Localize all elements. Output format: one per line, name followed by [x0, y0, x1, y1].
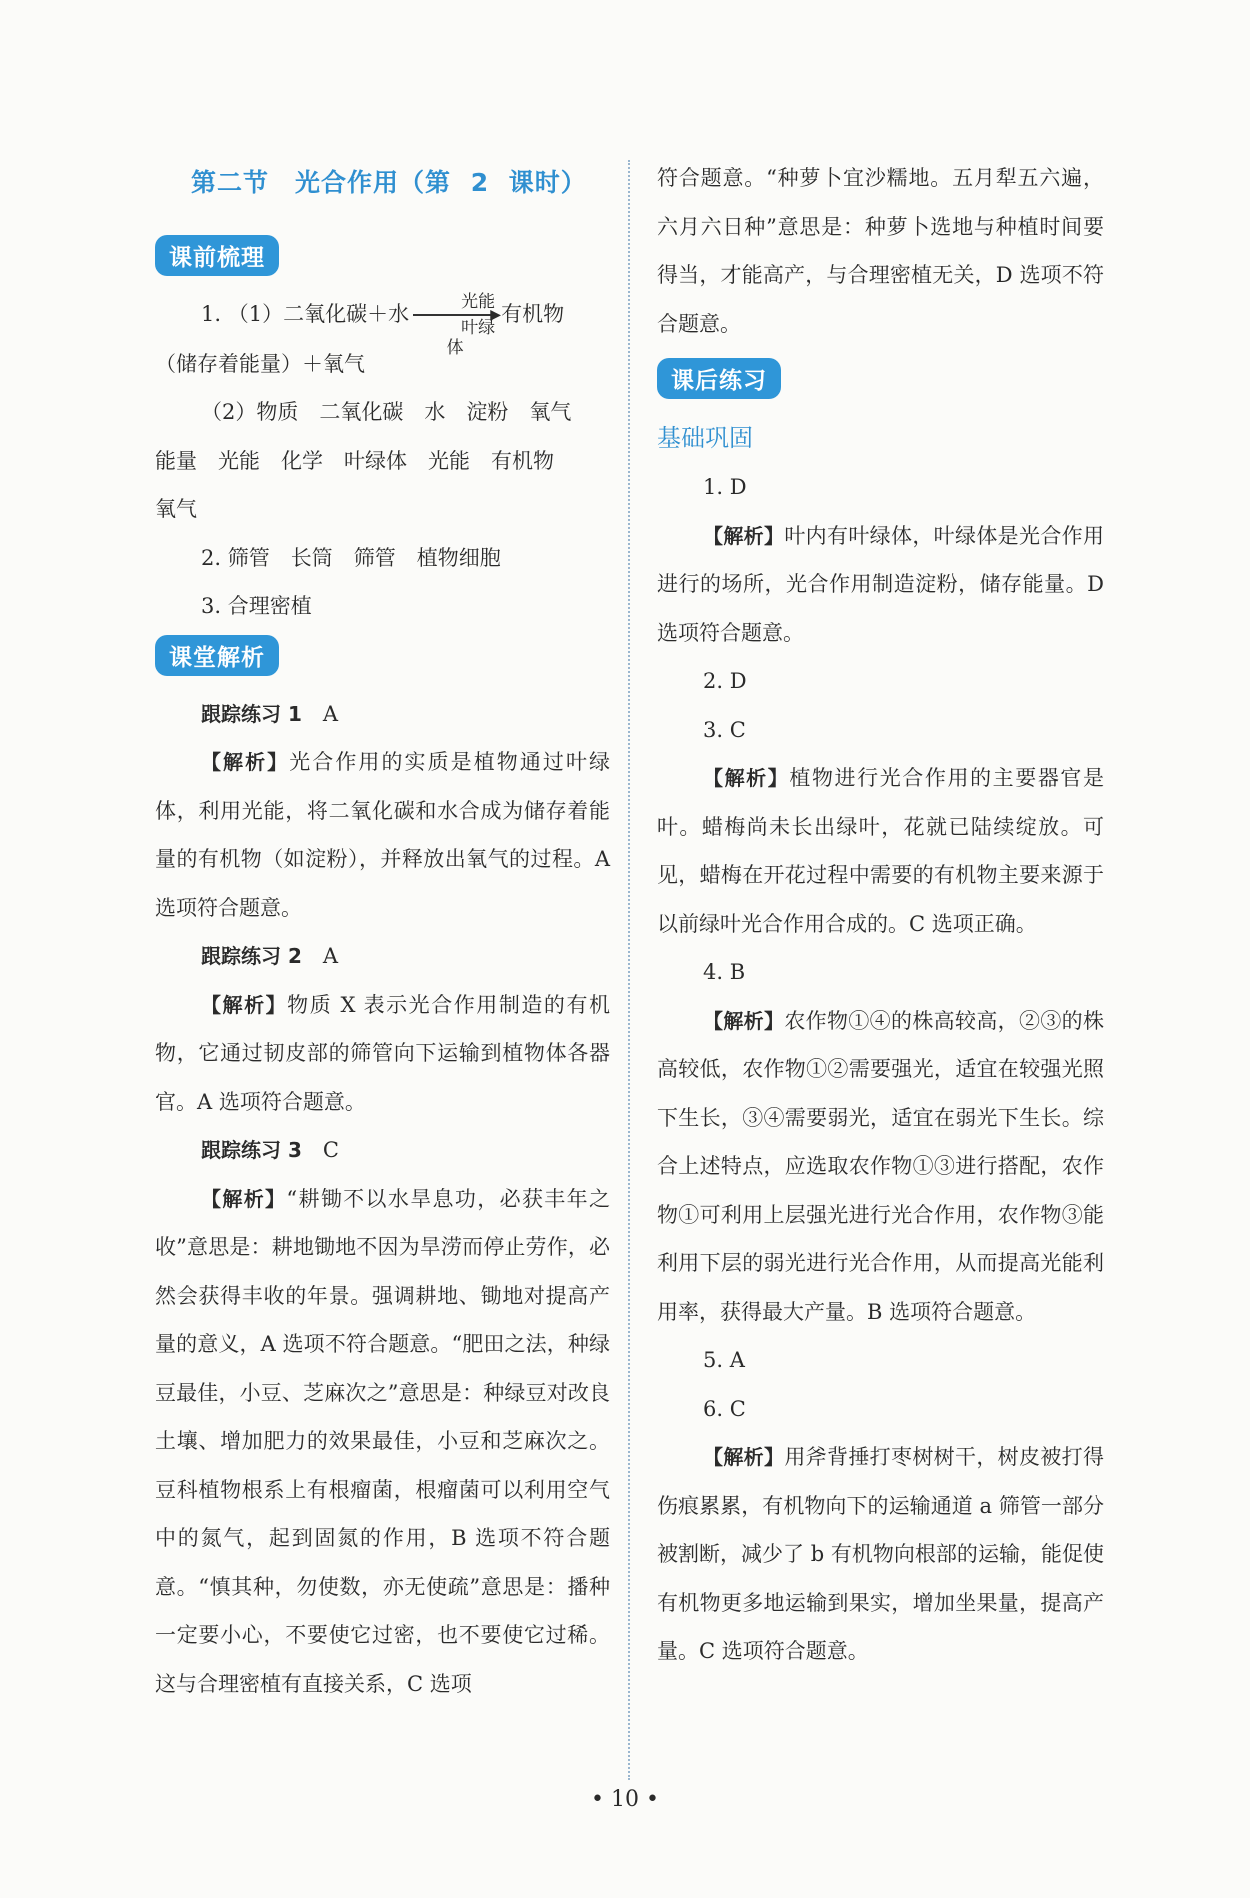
explain-tag: 【解析】 [703, 523, 785, 548]
q1-line2: （储存着能量）＋氧气 [155, 351, 365, 376]
track-3-explain [155, 1175, 610, 1709]
answer-3: 3. C [703, 717, 746, 742]
explain-tag: 【解析】 [201, 992, 288, 1017]
answer-6: 6. C [703, 1396, 746, 1421]
answer-5: 5. A [703, 1348, 745, 1372]
track-3-text: “耕锄不以水旱息功，必获丰年之收”意思是：耕地锄地不因为旱涝而停止劳作，必然会获得丰收的年景。强调耕地、锄地对提高产量的意义，A 选项不符合题意。“肥田之法，种绿豆最佳，小豆、芝麻次之”意思是：种绿豆对改良土壤、增加肥力的效果最佳，小豆和芝麻次之。豆科植物根系上有根瘤菌，根瘤菌可以利用空气中的氮气，起到固氮的作用，B 选项不符合题意。“慎其种，勿使数，亦无使疏”意思是：播种一定要小心，不要使它过密，也不要使它过稀。这与合理密植有直接关系，C 选项 [155, 1186, 610, 1696]
answer-4: 4. B [703, 960, 746, 984]
column-divider [628, 160, 630, 1780]
explain-tag: 【解析】 [201, 750, 290, 774]
track-1-text: 光合作用的实质是植物通过叶绿体，利用光能，将二氧化碳和水合成为储存着能量的有机物（如淀粉），并释放出氧气的过程。A 选项符合题意。 [155, 750, 611, 920]
track-1-answer: A [322, 701, 339, 726]
q1-2: （2）物质 二氧化碳 水 淀粉 氧气 [201, 400, 572, 424]
track-3-label: 跟踪练习 3 [201, 1138, 302, 1162]
page-number: • 10 • [591, 1787, 659, 1812]
q1-2b: 能量 光能 化学 叶绿体 光能 有机物 [155, 448, 554, 473]
track-1 [155, 690, 610, 739]
explain-tag: 【解析】 [703, 766, 790, 790]
explain-tag: 【解析】 [201, 1186, 287, 1211]
answer-1-text: 叶内有叶绿体，叶绿体是光合作用进行的场所，光合作用制造淀粉，储存能量。D 选项符合题意。 [657, 523, 1105, 645]
section-title: 第二节 光合作用（第 2 课时） [191, 168, 587, 197]
track-1-label: 跟踪练习 1 [201, 701, 302, 726]
answer-4-explain [657, 997, 1104, 1337]
track-1-explain [155, 738, 610, 932]
q1-suffix: 有机物 [501, 302, 565, 326]
q2: 2. 筛管 长筒 筛管 植物细胞 [201, 545, 501, 570]
answer-3-text: 植物进行光合作用的主要器官是叶。蜡梅尚未长出绿叶，花就已陆续绽放。可见，蜡梅在开花过程中需要的有机物主要来源于以前绿叶光合作用合成的。C 选项正确。 [657, 766, 1105, 936]
answer-3-explain [657, 754, 1104, 948]
explain-tag: 【解析】 [703, 1445, 785, 1469]
q1-prefix: 1. （1）二氧化碳＋水 [201, 302, 410, 326]
answer-2: 2. D [703, 669, 747, 693]
q1-line1 [155, 290, 610, 358]
arrow-bottom-label: 叶绿体 [446, 317, 496, 358]
q3: 3. 合理密植 [201, 594, 312, 618]
track-2-explain [155, 981, 610, 1127]
explain-tag: 【解析】 [703, 1008, 785, 1033]
q1-2c: 氧气 [155, 497, 197, 521]
badge-after-class: 课后练习 [657, 358, 781, 399]
left-column [155, 155, 610, 1708]
track-3-answer: C [322, 1138, 339, 1162]
arrow-top-label: 光能 [461, 291, 496, 312]
answer-4-text: 农作物①④的株高较高，②③的株高较低，农作物①②需要强光，适宜在较强光照下生长，③④需要弱光，适宜在弱光下生长。综合上述特点，应选取农作物①③进行搭配，农作物①可利用上层强光进行光合作用，农作物③能利用下层的弱光进行光合作用，从而提高光能利用率，获得最大产量。B 选项符合题意。 [657, 1008, 1105, 1324]
reaction-arrow: 光能 ▶ 叶绿体 [413, 292, 497, 340]
answer-1-explain [657, 512, 1104, 658]
right-column [657, 154, 1104, 1676]
track-2-text: 物质 X 表示光合作用制造的有机物，它通过韧皮部的筛管向下运输到植物体各器官。A 选项符合题意。 [155, 992, 610, 1114]
answer-1: 1. D [703, 475, 747, 499]
track-2 [155, 932, 610, 981]
badge-pre-class: 课前梳理 [155, 235, 279, 276]
track-2-label: 跟踪练习 2 [201, 944, 302, 968]
answer-6-text: 用斧背捶打枣树树干，树皮被打得伤痕累累，有机物向下的运输通道 a 筛管一部分被割断，减少了 b 有机物向根部的运输，能促使有机物更多地运输到果实，增加坐果量，提高产量。C 选项符合题意。 [657, 1445, 1105, 1663]
track-3 [155, 1126, 610, 1175]
track-3-continued: 符合题意。“种萝卜宜沙糯地。五月犁五六遍，六月六日种”意思是：种萝卜选地与种植时间要得当，才能高产，与合理密植无关，D 选项不符合题意。 [657, 166, 1104, 336]
badge-in-class: 课堂解析 [155, 635, 279, 676]
sub-heading-basic: 基础巩固 [657, 424, 753, 452]
track-2-answer: A [322, 944, 339, 968]
answer-6-explain [657, 1433, 1104, 1676]
